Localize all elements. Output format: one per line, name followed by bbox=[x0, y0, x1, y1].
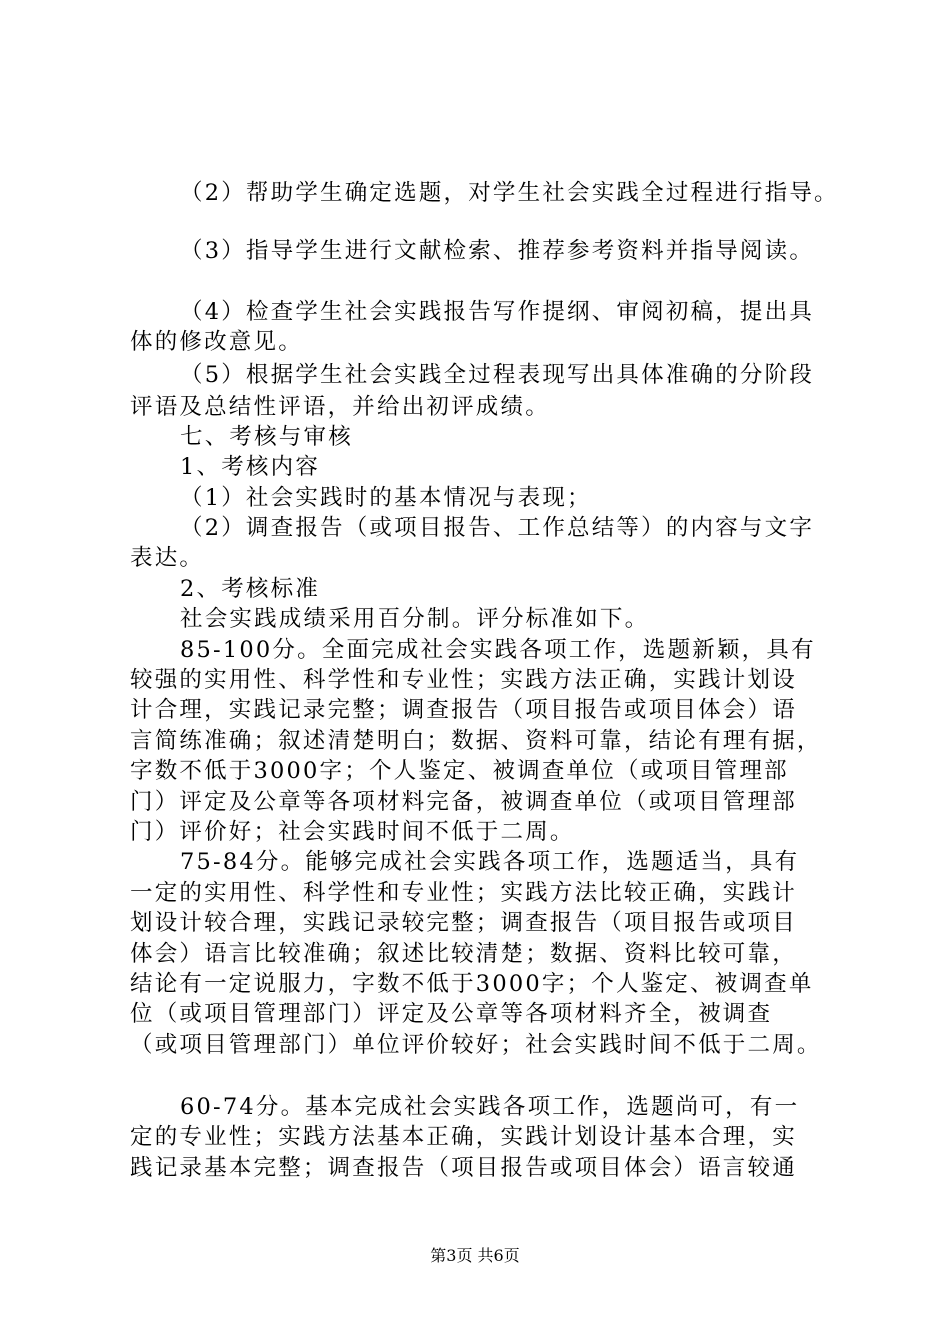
paragraph-line: 体的修改意见。 bbox=[130, 329, 303, 355]
paragraph-line: 60-74分。基本完成社会实践各项工作，选题尚可，有一 bbox=[180, 1094, 800, 1120]
section-heading: 七、考核与审核 bbox=[180, 424, 353, 450]
paragraph-line: （1）社会实践时的基本情况与表现； bbox=[180, 485, 592, 511]
subsection-heading: 2、考核标准 bbox=[180, 576, 321, 602]
paragraph-line: 一定的实用性、科学性和专业性；实践方法比较正确，实践计 bbox=[130, 880, 797, 906]
paragraph-line: 言简练准确；叙述清楚明白；数据、资料可靠，结论有理有据， bbox=[130, 728, 822, 754]
paragraph-line: （2）调查报告（或项目报告、工作总结等）的内容与文字 bbox=[180, 515, 815, 541]
paragraph-line: 85-100分。全面完成社会实践各项工作，选题新颖，具有 bbox=[180, 637, 816, 663]
paragraph-line: （3）指导学生进行文献检索、推荐参考资料并指导阅读。 bbox=[180, 238, 815, 264]
paragraph-line: 门）评价好；社会实践时间不低于二周。 bbox=[130, 819, 575, 845]
paragraph-line: 体会）语言比较准确；叙述比较清楚；数据、资料比较可靠， bbox=[130, 941, 797, 967]
paragraph-line: （或项目管理部门）单位评价较好；社会实践时间不低于二周。 bbox=[130, 1032, 822, 1058]
subsection-heading: 1、考核内容 bbox=[180, 454, 321, 480]
paragraph-line: 践记录基本完整；调查报告（项目报告或项目体会）语言较通 bbox=[130, 1155, 797, 1181]
paragraph-line: 较强的实用性、科学性和专业性；实践方法正确，实践计划设 bbox=[130, 667, 797, 693]
paragraph-line: 划设计较合理，实践记录较完整；调查报告（项目报告或项目 bbox=[130, 910, 797, 936]
paragraph-line: 结论有一定说服力，字数不低于3000字；个人鉴定、被调查单 bbox=[130, 971, 814, 997]
paragraph-line: （4）检查学生社会实践报告写作提纲、审阅初稿，提出具 bbox=[180, 299, 815, 325]
paragraph-line: 定的专业性；实践方法基本正确，实践计划设计基本合理，实 bbox=[130, 1124, 797, 1150]
paragraph-line: 评语及总结性评语，并给出初评成绩。 bbox=[130, 394, 550, 420]
paragraph-line: 门）评定及公章等各项材料完备，被调查单位（或项目管理部 bbox=[130, 789, 797, 815]
paragraph-line: 社会实践成绩采用百分制。评分标准如下。 bbox=[180, 606, 650, 632]
page-footer: 第3页 共6页 bbox=[430, 1246, 520, 1265]
paragraph-line: 字数不低于3000字；个人鉴定、被调查单位（或项目管理部 bbox=[130, 758, 789, 784]
paragraph-line: 计合理，实践记录完整；调查报告（项目报告或项目体会）语 bbox=[130, 697, 797, 723]
paragraph-line: 75-84分。能够完成社会实践各项工作，选题适当，具有 bbox=[180, 849, 800, 875]
paragraph-line: 表达。 bbox=[130, 545, 205, 571]
paragraph-line: （5）根据学生社会实践全过程表现写出具体准确的分阶段 bbox=[180, 362, 815, 388]
paragraph-line: （2）帮助学生确定选题，对学生社会实践全过程进行指导。 bbox=[180, 180, 839, 206]
paragraph-line: 位（或项目管理部门）评定及公章等各项材料齐全，被调查 bbox=[130, 1001, 773, 1027]
